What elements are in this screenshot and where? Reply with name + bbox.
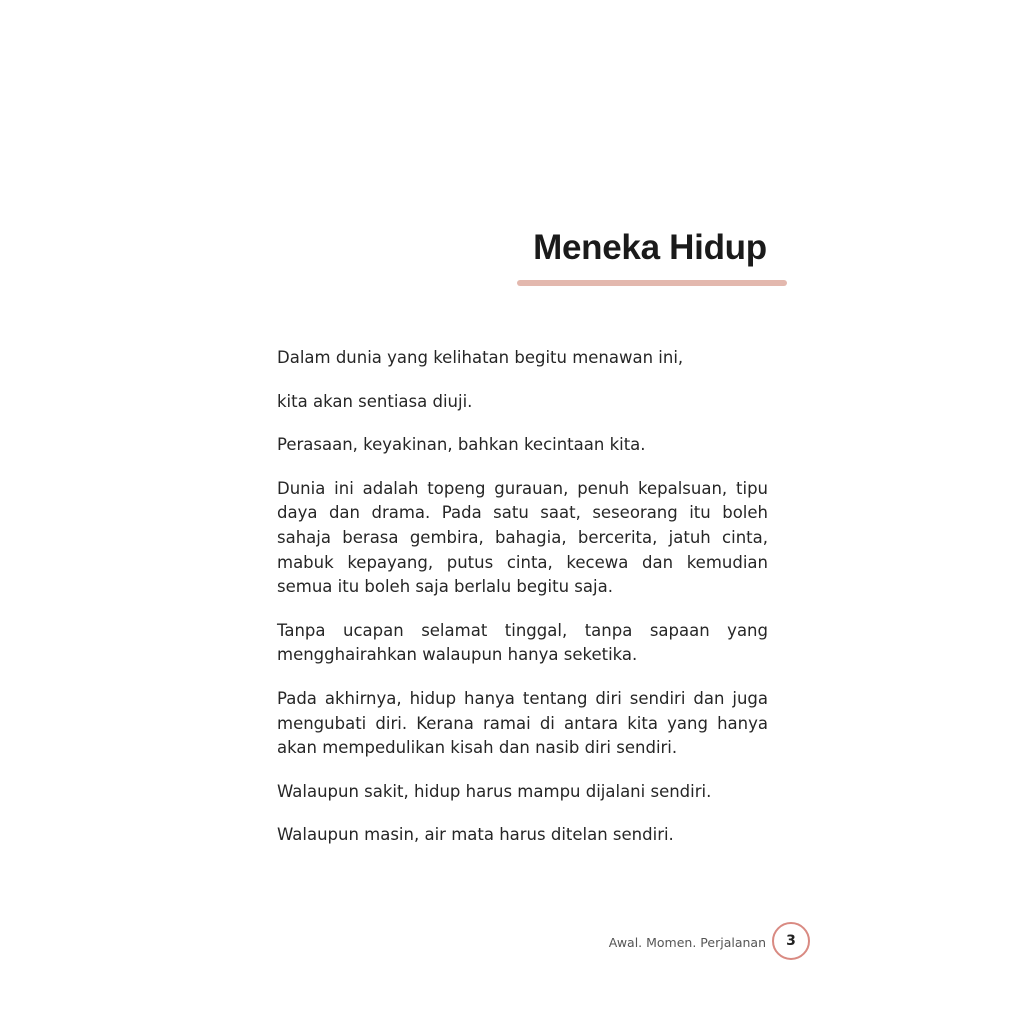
title-underline	[517, 280, 787, 286]
paragraph: Perasaan, keyakinan, bahkan kecintaan kita.	[277, 435, 646, 455]
paragraph: Dalam dunia yang kelihatan begitu menawan ini,	[277, 348, 684, 367]
paragraph: Pada akhirnya, hidup hanya tentang diri sendiri dan juga mengubati diri. Kerana ramai di antara kita yang hanya akan mempedulikan kisah dan nasib diri sendiri.	[277, 688, 768, 758]
page-number: 3	[786, 933, 796, 949]
body-text	[277, 346, 768, 867]
paragraph: kita akan sentiasa diuji.	[277, 391, 473, 411]
footer-book-title: Awal. Momen. Perjalanan	[608, 935, 766, 950]
paragraph: Walaupun sakit, hidup harus mampu dijalani sendiri.	[277, 781, 712, 801]
paragraph: Walaupun masin, air mata harus ditelan sendiri.	[277, 825, 674, 845]
page-number-badge	[772, 922, 810, 960]
chapter-title: Meneka Hidup	[533, 228, 767, 267]
paragraph: Tanpa ucapan selamat tinggal, tanpa sapaan yang mengghairahkan walaupun hanya seketika.	[277, 620, 768, 665]
paragraph: Dunia ini adalah topeng gurauan, penuh kepalsuan, tipu daya dan drama. Pada satu saat, seseorang itu boleh sahaja berasa gembira, bahagia, bercerita, jatuh cinta, mabuk kepayang, putus cinta, kecewa dan kemudian semua itu boleh saja berlalu begitu saja.	[277, 478, 768, 597]
